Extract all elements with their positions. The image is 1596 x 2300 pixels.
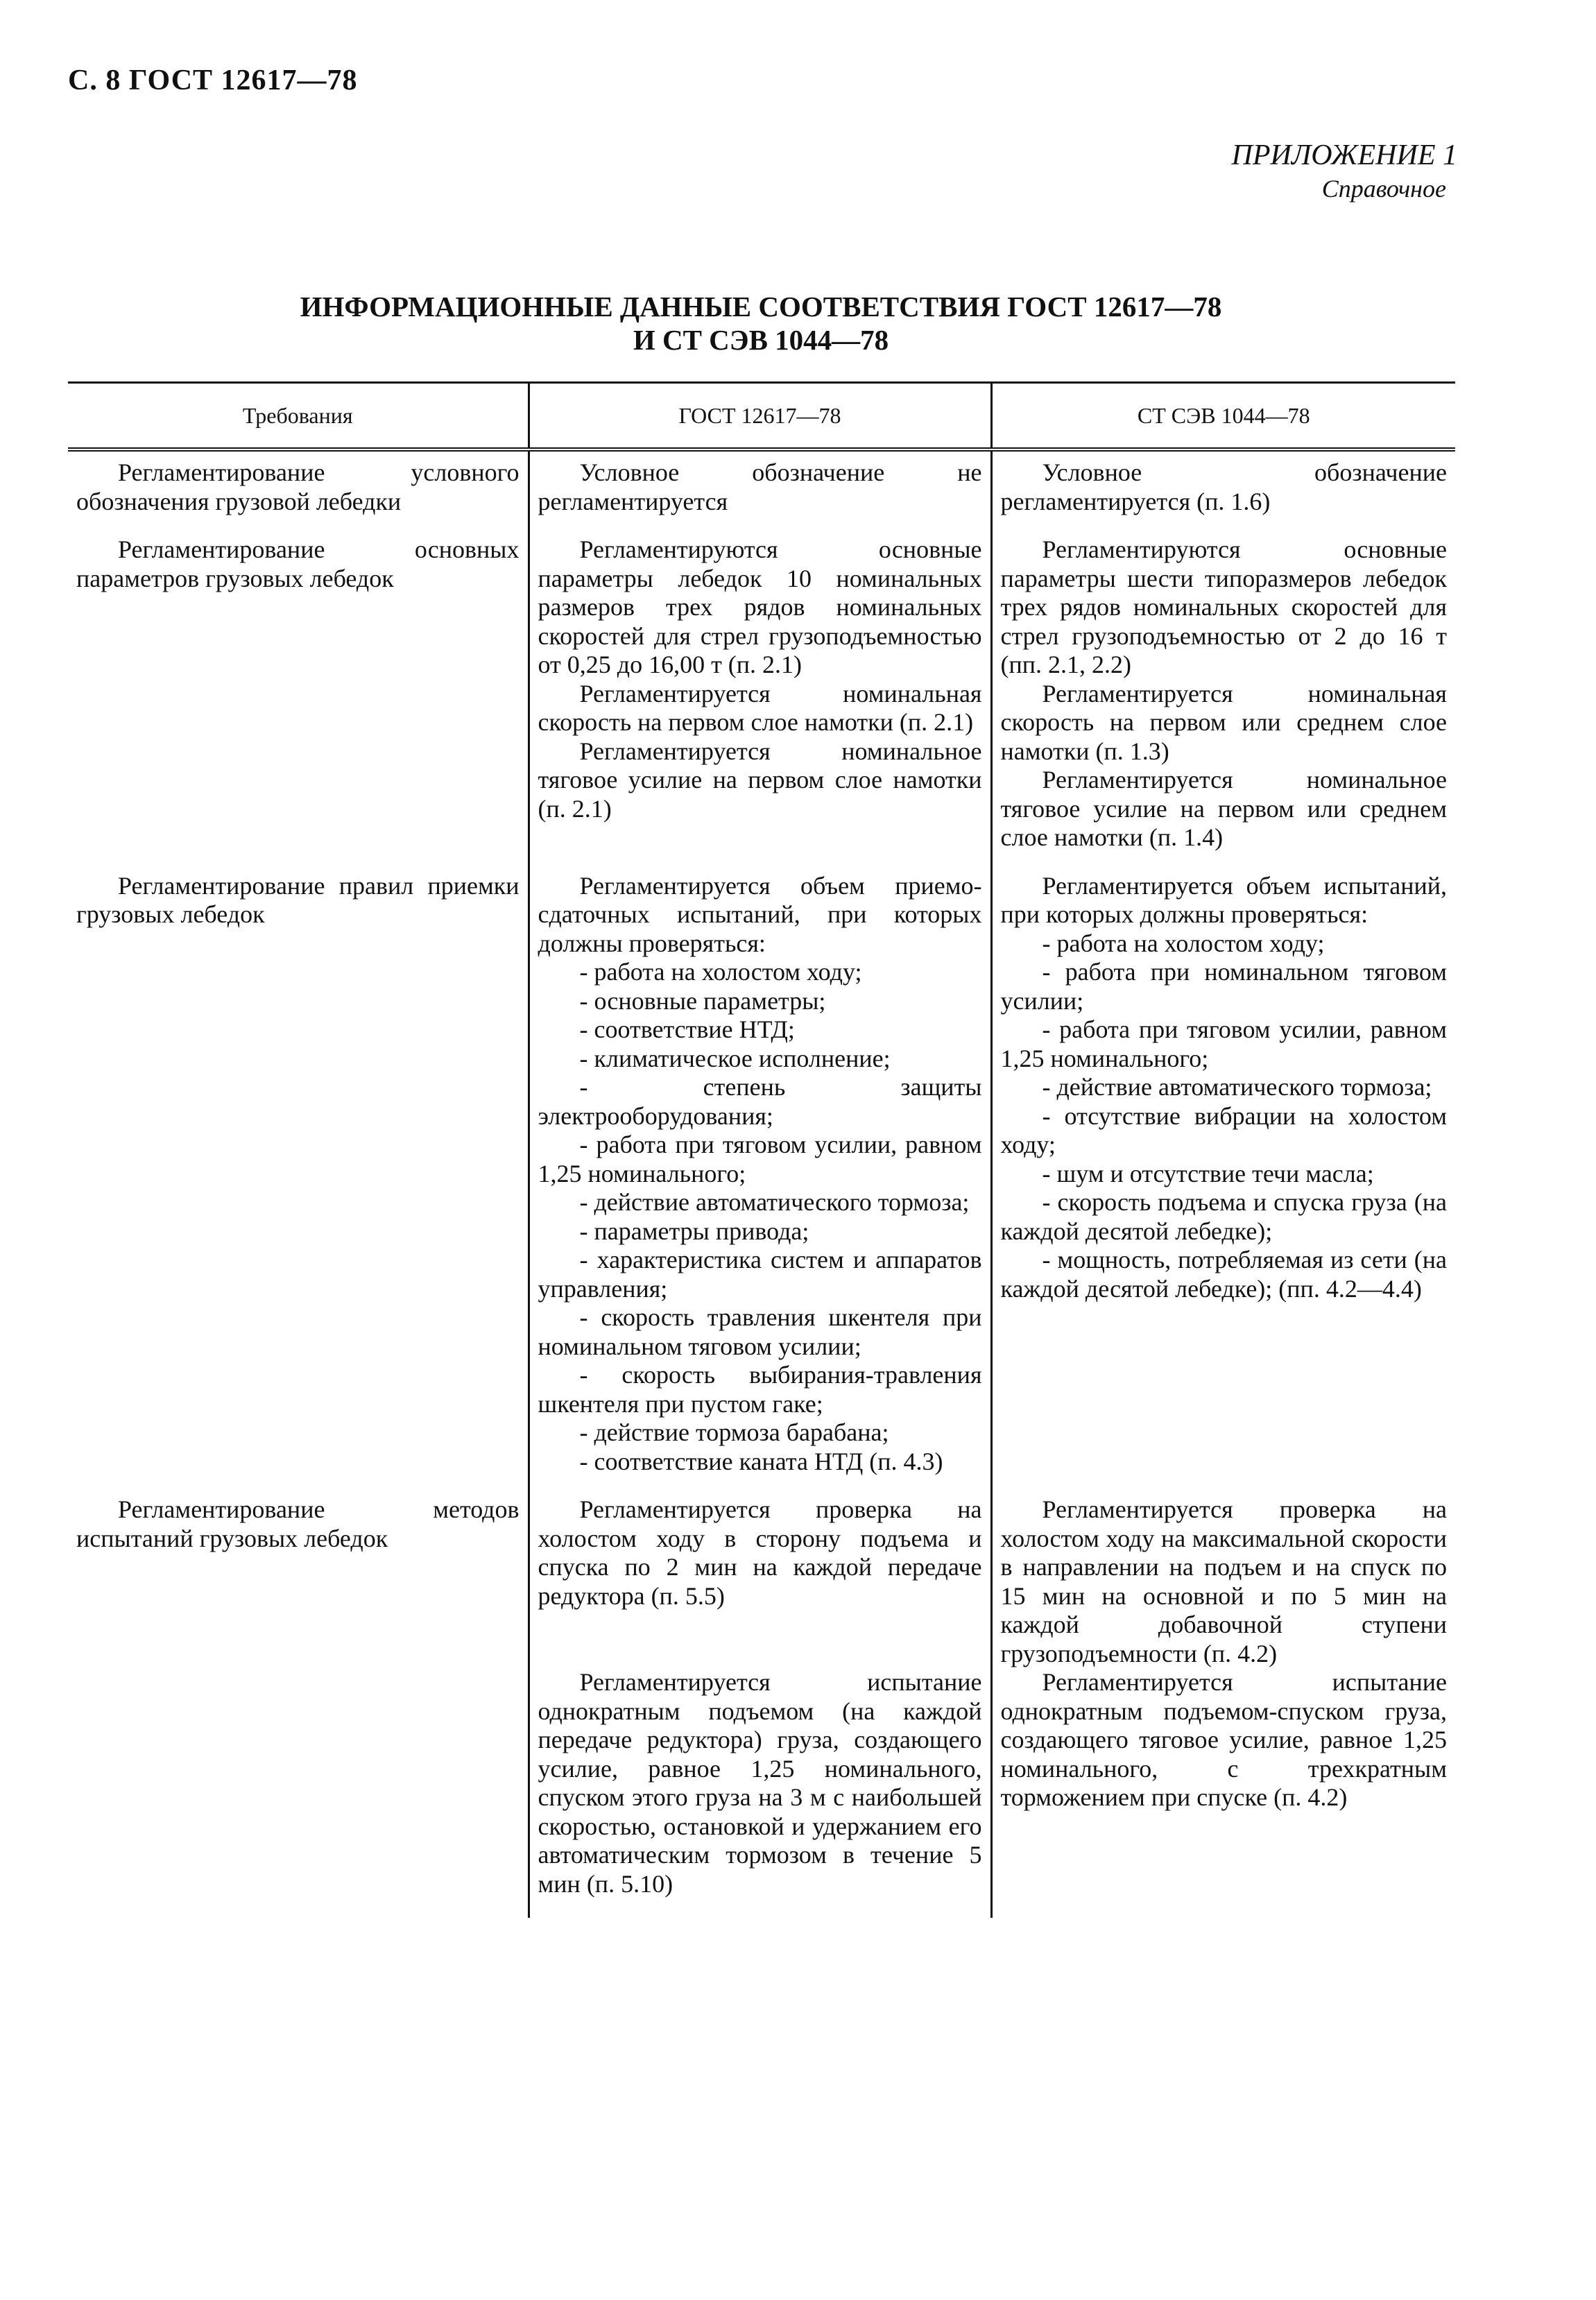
gost-cell	[529, 1495, 991, 1918]
sev-cell	[991, 872, 1455, 1496]
table-row	[68, 872, 1455, 1496]
cell-paragraph: Регламентирование условного обозначения грузовой лебедки	[76, 458, 520, 515]
list-item: - степень защиты электрооборудования;	[538, 1073, 982, 1130]
cell-paragraph: Регламентирование методов испытаний грузовых лебедок	[76, 1495, 520, 1552]
requirement-cell	[68, 535, 529, 872]
list-item: - действие автоматического тормоза;	[579, 1188, 970, 1216]
list-item: - характеристика систем и аппаратов управления;	[538, 1246, 982, 1303]
list-item: - скорость подъема и спуска груза (на каждой десятой лебедке);	[1000, 1188, 1447, 1245]
cell-paragraph: Регламентируется проверка на холостом ходу в сторону подъема и спуска по 2 мин на каждой передаче редуктора (п. 5.5)	[538, 1495, 982, 1610]
list-item: - действие тормоза барабана;	[579, 1418, 889, 1446]
cell-paragraph: Регламентируется испытание однократным подъемом-спуском груза, создающего тяговое усилие, равное 1,25 номинального, с трехкратным торможением при спуске (п. 4.2)	[1000, 1668, 1447, 1811]
page-header: С. 8 ГОСТ 12617—78	[68, 65, 358, 96]
gost-cell	[529, 449, 991, 535]
document-title	[0, 290, 1522, 357]
list-item: - работа при тяговом усилии, равном 1,25 номинального;	[1000, 1015, 1447, 1072]
list-item: - работа при тяговом усилии, равном 1,25 номинального;	[538, 1131, 982, 1187]
table-header-row	[68, 383, 1455, 450]
table-row	[68, 449, 1455, 535]
cell-paragraph: Регламентируется объем приемо-сдаточных испытаний, при которых должны проверяться:	[538, 871, 982, 957]
requirement-cell	[68, 449, 529, 535]
cell-paragraph: Регламентирование правил приемки грузовых лебедок	[76, 871, 520, 928]
requirement-cell	[68, 872, 529, 1496]
list-item: - основные параметры;	[579, 986, 826, 1015]
cell-paragraph: Регламентирование основных параметров грузовых лебедок	[76, 535, 520, 592]
table-row	[68, 535, 1455, 872]
appendix-type: Справочное	[1321, 175, 1446, 203]
cell-paragraph: Регламентируется номинальное тяговое усилие на первом слое намотки (п. 2.1)	[538, 737, 982, 823]
column-header-st-sev: СТ СЭВ 1044—78	[991, 383, 1455, 450]
list-item: - параметры привода;	[579, 1217, 809, 1245]
list-item: - климатическое исполнение;	[579, 1044, 891, 1072]
cell-paragraph: Регламентируется испытание однократным подъемом (на каждой передаче редуктора) груза, создающего усилие, равное 1,25 номинального, спуском этого груза на 3 м с наибольшей скоростью, остановкой и удержанием его автоматическим тормозом в течение 5 мин (п. 5.10)	[538, 1668, 982, 1898]
list-item: - соответствие НТД;	[579, 1015, 795, 1043]
cell-paragraph: Регламентируются основные параметры шести типоразмеров лебедок трех рядов номинальных скоростей для стрел грузоподъемностью от 2 до 16 т (пп. 2.1, 2.2)	[1000, 535, 1447, 678]
list-item: - отсутствие вибрации на холостом ходу;	[1000, 1101, 1447, 1158]
gost-cell	[529, 872, 991, 1496]
list-item: - скорость выбирания-травления шкентеля при пустом гаке;	[538, 1361, 982, 1418]
sev-cell	[991, 449, 1455, 535]
list-item: - скорость травления шкентеля при номинальном тяговом усилии;	[538, 1303, 982, 1360]
sev-cell	[991, 535, 1455, 872]
requirement-cell	[68, 1495, 529, 1918]
column-header-gost: ГОСТ 12617—78	[529, 383, 991, 450]
comparison-table	[68, 381, 1455, 1918]
comparison-table-wrapper	[68, 381, 1455, 1918]
list-item: - действие автоматического тормоза;	[1042, 1073, 1432, 1101]
list-item: - шум и отсутствие течи масла;	[1042, 1159, 1374, 1187]
cell-paragraph: Условное обозначение регламентируется (п. 1.6)	[1000, 458, 1447, 515]
cell-paragraph: Регламентируется проверка на холостом ходу на максимальной скорости в направлении на подъем и на спуск по 15 мин на основной и по 5 мин на каждой добавочной ступени грузоподъемности (п. 4.2)	[1000, 1495, 1447, 1667]
cell-paragraph: Регламентируются основные параметры лебедок 10 номинальных размеров трех рядов номинальных скоростей для стрел грузоподъемностью от 0,25 до 16,00 т (п. 2.1)	[538, 535, 982, 678]
cell-paragraph: Регламентируется номинальная скорость на первом слое намотки (п. 2.1)	[538, 679, 982, 736]
title-line-1: ИНФОРМАЦИОННЫЕ ДАННЫЕ СООТВЕТСТВИЯ ГОСТ 12617—78	[300, 291, 1222, 323]
gost-cell	[529, 535, 991, 872]
appendix-number: ПРИЛОЖЕНИЕ 1	[1231, 139, 1457, 171]
cell-paragraph: Регламентируется номинальное тяговое усилие на первом или среднем слое намотки (п. 1.4)	[1000, 766, 1447, 851]
list-item: - мощность, потребляемая из сети (на каждой десятой лебедке); (пп. 4.2—4.4)	[1000, 1246, 1447, 1303]
paragraph-spacer	[538, 1611, 982, 1668]
appendix-label	[1041, 139, 1457, 205]
list-item: - работа при номинальном тяговом усилии;	[1000, 958, 1447, 1015]
cell-paragraph: Условное обозначение не регламентируется	[538, 458, 982, 515]
title-line-2: И СТ СЭВ 1044—78	[633, 324, 889, 356]
sev-cell	[991, 1495, 1455, 1918]
list-item: - соответствие каната НТД (п. 4.3)	[579, 1447, 943, 1475]
list-item: - работа на холостом ходу;	[1042, 929, 1325, 957]
cell-paragraph: Регламентируется объем испытаний, при которых должны проверяться:	[1000, 871, 1447, 928]
list-item: - работа на холостом ходу;	[579, 958, 862, 986]
table-row	[68, 1495, 1455, 1918]
cell-paragraph: Регламентируется номинальная скорость на первом или среднем слое намотки (п. 1.3)	[1000, 679, 1447, 765]
column-header-requirements: Требования	[68, 383, 529, 450]
